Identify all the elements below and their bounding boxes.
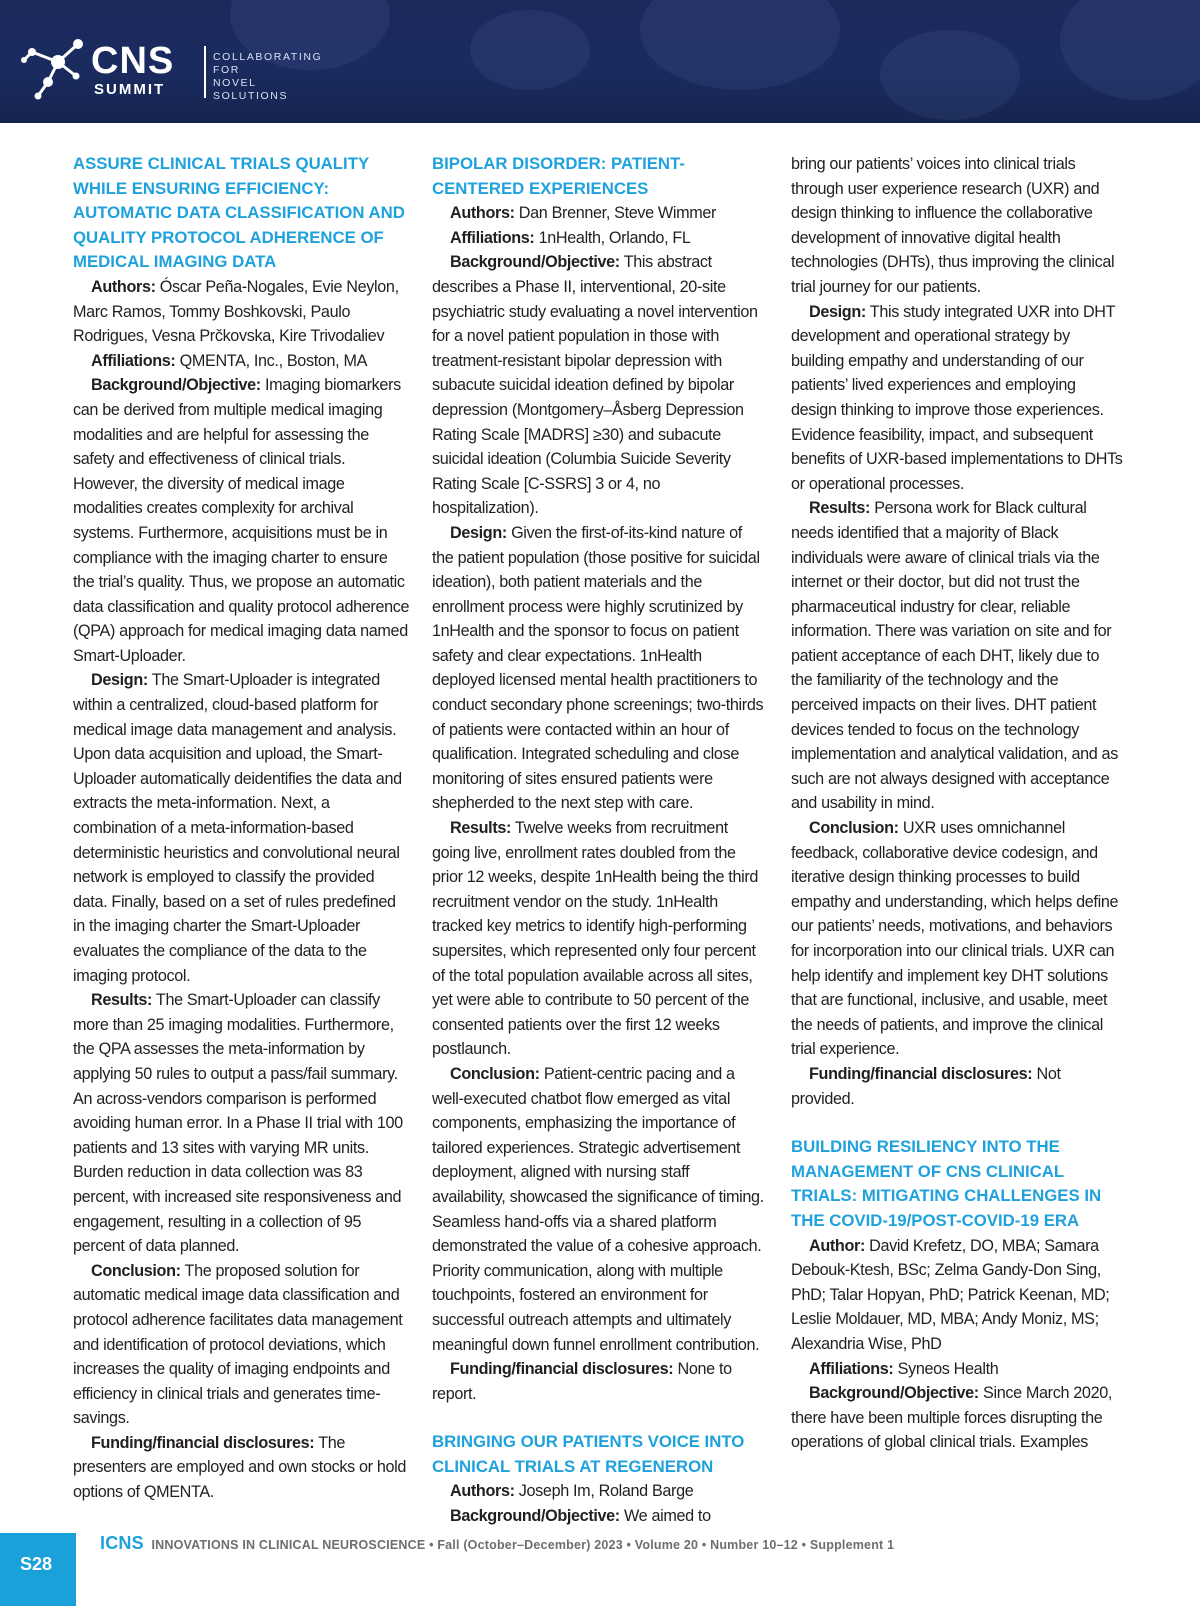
abstract-affiliations: [791, 1357, 1123, 1382]
abstract-affiliations: [432, 226, 764, 251]
abstract-smart-uploader: [73, 152, 411, 1505]
conclusion-text: The proposed solution for automatic medical image data classification and protocol adherence facilitates data management and identification of protocol deviations, which increases the quality of imaging endpoints and efficiency in clinical trials and generates time-savings.: [73, 1261, 403, 1428]
abstract-authors: [432, 1479, 764, 1504]
background-text: Imaging biomarkers can be derived from multiple medical imaging modalities and are helpful for assessing the safety and effectiveness of clinical trials. However, the diversity of medical image modalities creates complexity for archival systems. Furthermore, acquisitions must be in compliance with the imaging charter to ensure the trial’s quality. Thus, we propose an automatic data classification and quality protocol adherence (QPA) approach for medical imaging data named Smart-Uploader.: [73, 376, 410, 665]
abstract-background: [432, 250, 764, 521]
molecule-icon: [18, 34, 90, 104]
abstract-conclusion: [73, 1259, 411, 1431]
section-gap: [791, 1111, 1123, 1135]
abstract-results: [73, 988, 411, 1259]
design-text: The Smart-Uploader is integrated within a centralized, cloud-based platform for medical image data management and analysis. Upon data acquisition and upload, the Smart-Uploader automatically deidentifies the data and extracts the meta-information. Next, a combination of a meta-information-based deterministic heuristics and convolutional neural network is employed to classify the provided data. Finally, based on a set of rules predefined in the imaging charter the Smart-Uploader evaluates the compliance of the data to the imaging protocol.: [73, 671, 402, 985]
authors-text: Óscar Peña-Nogales, Evie Neylon, Marc Ramos, Tommy Boshkovski, Paulo Rodrigues, Vesna Prčkovska, Kire Trivodaliev: [73, 277, 399, 346]
abstract-affiliations: [73, 349, 411, 374]
tagline-line: NOVEL: [213, 77, 257, 89]
abstract-conclusion: [432, 1062, 764, 1357]
abstract-title: BRINGING OUR PATIENTS VOICE INTO CLINICAL TRIALS AT REGENERON: [432, 1432, 745, 1476]
abstract-funding: [73, 1431, 411, 1505]
results-label: Results:: [450, 819, 512, 838]
abstract-authors: [432, 201, 764, 226]
abstract-results: [791, 496, 1123, 816]
page-number: S28: [20, 1554, 53, 1574]
tagline-line: SOLUTIONS: [213, 90, 289, 102]
authors-text: David Krefetz, DO, MBA; Samara Debouk-Ktesh, BSc; Zelma Gandy-Don Sing, PhD; Talar Hopyan, PhD; Patrick Keenan, MD; Leslie Moldauer, MD, MBA; Andy Moniz, MS; Alexandria Wise, PhD: [791, 1236, 1110, 1353]
conclusion-text: Patient-centric pacing and a well-executed chatbot flow emerged as vital components, emphasizing the importance of tailored experiences. Strategic advertisement deployment, aligned with nursing staff availability, showcased the significance of timing. Seamless hand-offs via a shared platform demonstrated the value of a cohesive approach. Priority communication, along with multiple touchpoints, fostered an environment for successful outreach attempts and ultimately meaningful down funnel enrollment contribution.: [432, 1064, 764, 1354]
background-text: Since March 2020, there have been multiple forces disrupting the operations of global clinical trials. Examples: [791, 1384, 1113, 1452]
affiliations-label: Affiliations:: [91, 351, 176, 370]
authors-text: Dan Brenner, Steve Wimmer: [514, 204, 717, 223]
funding-label: Funding/financial disclosures:: [91, 1433, 315, 1452]
design-text: This study integrated UXR into DHT development and operational strategy by building empathy and understanding of our patients’ lived experiences and employing design thinking to improve those experiences. Evidence feasibility, impact, and subsequent benefits of UXR-based implementations to DHTs or operational processes.: [791, 302, 1123, 493]
header-banner: [0, 0, 1200, 123]
abstract-design: [791, 300, 1123, 497]
affiliations-label: Affiliations:: [450, 228, 535, 247]
abstract-title: BUILDING RESILIENCY INTO THE MANAGEMENT OF CNS CLINICAL TRIALS: MITIGATING CHALLENGES IN THE COVID-19/POST-COVID-19 ERA: [791, 1137, 1102, 1230]
abstract-authors: [791, 1234, 1123, 1357]
background-label: Background/Objective:: [809, 1384, 979, 1403]
authors-label: Authors:: [91, 277, 156, 296]
results-label: Results:: [91, 991, 153, 1010]
column-2: [432, 152, 764, 1529]
conclusion-label: Conclusion:: [450, 1064, 540, 1083]
affiliations-text: Syneos Health: [893, 1359, 999, 1378]
affiliations-text: 1nHealth, Orlando, FL: [534, 228, 691, 247]
abstract-title: ASSURE CLINICAL TRIALS QUALITY WHILE ENSURING EFFICIENCY: AUTOMATIC DATA CLASSIFICATION AND QUALITY PROTOCOL ADHERENCE OF MEDICAL IMAGING DATA: [73, 154, 405, 272]
funding-text: The presenters are employed and own stocks or hold options of QMENTA.: [73, 1433, 407, 1502]
design-label: Design:: [91, 671, 148, 690]
abstract-background: [791, 1381, 1123, 1455]
affiliations-label: Affiliations:: [809, 1359, 894, 1378]
journal-footer: [100, 1533, 894, 1554]
background-text: This abstract describes a Phase II, interventional, 20-site psychiatric study evaluating a novel intervention for a novel patient population in those with treatment-resistant bipolar depression with subacute suicidal ideation defined by bipolar depression (Montgomery–Åsberg Depression Rating Scale [MADRS] ≥30) and subacute suicidal ideation (Columbia Suicide Severity Rating Scale [C-SSRS] 3 or 4, no hospitalization).: [432, 253, 758, 518]
funding-label: Funding/financial disclosures:: [809, 1064, 1033, 1083]
authors-text: Joseph Im, Roland Barge: [514, 1482, 694, 1501]
design-label: Design:: [809, 302, 866, 321]
logo-summit-text: SUMMIT: [94, 81, 166, 98]
abstract-design: [73, 668, 411, 988]
column-3: [791, 152, 1123, 1455]
abstract-background: [432, 1504, 764, 1529]
section-gap: [432, 1406, 764, 1430]
affiliations-text: QMENTA, Inc., Boston, MA: [175, 351, 368, 370]
background-label: Background/Objective:: [91, 376, 261, 395]
logo-tagline: [213, 51, 322, 103]
abstract-regeneron: [432, 1430, 764, 1528]
funding-label: Funding/financial disclosures:: [450, 1360, 674, 1379]
conclusion-label: Conclusion:: [809, 819, 899, 838]
column-1: [73, 152, 411, 1505]
design-text: Given the first-of-its-kind nature of the patient population (those positive for suicidal ideation), both patient materials and the enrollment process were highly scrutinized by 1nHealth and the sponsor to focus on patient safety and clear expectations. 1nHealth deployed licensed mental health practitioners to conduct secondary phone screenings; two-thirds of patients were contacted within an hour of qualification. Integrated scheduling and close monitoring of sites ensured patients were shepherded to the next step with care.: [432, 523, 764, 813]
background-label: Background/Objective:: [450, 253, 620, 272]
results-label: Results:: [809, 499, 871, 518]
results-text: Persona work for Black cultural needs identified that a majority of Black individuals were aware of clinical trials via the internet or their doctor, but did not trust the pharmaceutical industry for clear, reliable information. There was variation on site and for patient acceptance of each DHT, likely due to the familiarity of the technology and the perceived impacts on their lives. DHT patient devices tended to focus on the technology implementation and analytical validation, and as such are not always designed with acceptance and usability in mind.: [791, 499, 1118, 813]
abstract-conclusion: [791, 816, 1123, 1062]
abstract-background-continued: bring our patients’ voices into clinical trials through user experience research (UXR) and design thinking to influence the collaborative development of innovative digital health technologies (DHTs), thus improving the clinical trial journey for our patients.: [791, 155, 1115, 296]
abstract-results: [432, 816, 764, 1062]
logo-divider: [204, 46, 206, 98]
abstract-regeneron-continued: [791, 152, 1123, 1111]
funding-text: None to report.: [432, 1360, 732, 1403]
journal-name: INNOVATIONS IN CLINICAL NEUROSCIENCE: [151, 1538, 426, 1552]
journal-issue: • Fall (October–December) 2023 • Volume 20 • Number 10–12 • Supplement 1: [425, 1538, 895, 1552]
design-label: Design:: [450, 523, 507, 542]
abstract-building-resiliency: [791, 1135, 1123, 1455]
authors-label: Authors:: [450, 204, 515, 223]
authors-label: Author:: [809, 1236, 865, 1255]
results-text: Twelve weeks from recruitment going live, enrollment rates doubled from the prior 12 weeks, despite 1nHealth being the third recruitment vendor on the study. 1nHealth tracked key metrics to identify high-performing supersites, which represented only four percent of the total population available across all sites, yet were able to contribute to 50 percent of the consented patients over the first 12 weeks postlaunch.: [432, 819, 759, 1059]
results-text: The Smart-Uploader can classify more than 25 imaging modalities. Furthermore, the QPA assesses the meta-information by applying 50 rules to output a pass/fail summary. An across-vendors comparison is performed avoiding human error. In a Phase II trial with 100 patients and 13 sites with varying MR units. Burden reduction in data collection was 83 percent, with increased site responsiveness and engagement, resulting in a collection of 95 percent of data planned.: [73, 991, 403, 1256]
tagline-line: COLLABORATING FOR: [213, 51, 323, 76]
journal-abbreviation: ICNS: [100, 1533, 144, 1553]
logo-cns-text: CNS: [91, 40, 175, 82]
funding-text: Not provided.: [791, 1064, 1061, 1108]
abstract-authors: [73, 275, 411, 349]
abstract-design: [432, 521, 764, 816]
background-label: Background/Objective:: [450, 1507, 620, 1526]
conclusion-text: UXR uses omnichannel feedback, collaborative device codesign, and iterative design thinking processes to build empathy and understanding, which helps define our patients’ needs, motivations, and behaviors for incorporation into our clinical trials. UXR can help identify and implement key DHT solutions that are functional, inclusive, and usable, meet the needs of patients, and improve the clinical trial experience.: [791, 819, 1119, 1059]
background-text: We aimed to: [619, 1507, 711, 1526]
authors-label: Authors:: [450, 1482, 515, 1501]
abstract-background: [73, 373, 411, 668]
abstract-bipolar-disorder: [432, 152, 764, 1406]
conclusion-label: Conclusion:: [91, 1261, 181, 1280]
abstract-funding: [791, 1062, 1123, 1111]
abstract-title: BIPOLAR DISORDER: PATIENT-CENTERED EXPERIENCES: [432, 154, 685, 198]
abstract-funding: [432, 1357, 764, 1406]
